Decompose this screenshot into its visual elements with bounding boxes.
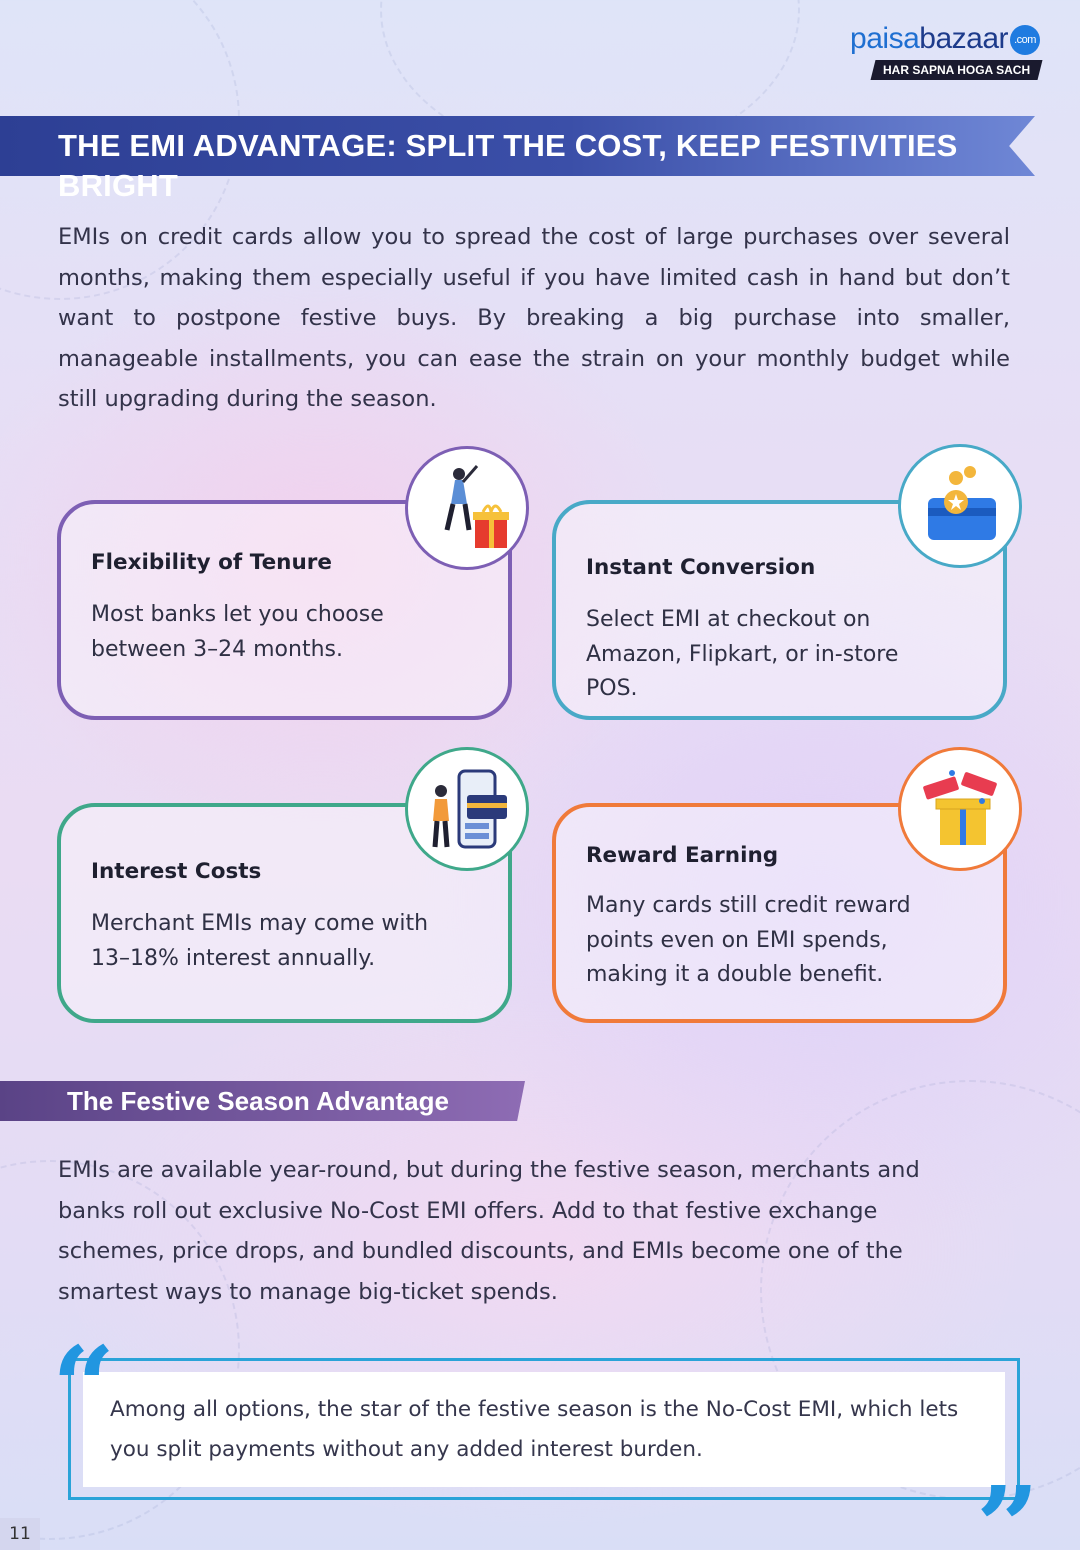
card-body: Select EMI at checkout on Amazon, Flipkart, or in-store POS.: [586, 607, 899, 701]
dotted-line: [616, 717, 943, 720]
dotted-line: [111, 803, 398, 806]
dotted-line: [111, 500, 398, 503]
dotted-line: [121, 1020, 448, 1023]
card-title: Reward Earning: [586, 843, 779, 868]
card-body: Most banks let you choose between 3–24 months.: [91, 602, 384, 662]
card-interest-costs: [57, 803, 512, 1023]
logo-wordmark: [840, 22, 1040, 56]
festive-paragraph: EMIs are available year-round, but during the festive season, merchants and banks roll out exclusive No-Cost EMI offers. Add to that festive exchange schemes, price drops, and bundled discounts, and EMIs become one of the smartest ways to manage big-ticket spends.: [58, 1157, 920, 1305]
section-heading: The Festive Season Advantage: [67, 1086, 449, 1116]
logo-tagline: [870, 60, 1042, 80]
quote-text: Among all options, the star of the festive season is the No-Cost EMI, which lets you split payments without any added interest burden.: [110, 1397, 959, 1462]
card-title: Interest Costs: [91, 859, 262, 884]
dotted-line: [121, 717, 448, 720]
page-title: THE EMI ADVANTAGE: SPLIT THE COST, KEEP FESTIVITIES BRIGHT: [58, 128, 958, 203]
page-number: 11: [0, 1518, 40, 1550]
close-quote-icon: ”: [976, 1462, 1040, 1550]
credit-card-coins-icon: [898, 444, 1022, 568]
phone-payment-person-icon: [405, 747, 529, 871]
logo-paisa: paisa: [850, 22, 920, 55]
card-body: Many cards still credit reward points even on EMI spends, making it a double benefit.: [586, 893, 911, 987]
logo-bazaar: bazaar: [919, 22, 1008, 55]
paisabazaar-logo: [840, 22, 1040, 80]
celebrating-woman-gift-icon: [405, 446, 529, 570]
dotted-line: [606, 803, 893, 806]
card-flexibility-of-tenure: [57, 500, 512, 720]
dotted-line: [606, 500, 893, 503]
logo-tagline-text: HAR SAPNA HOGA SACH: [882, 63, 1030, 77]
card-title: Instant Conversion: [586, 555, 816, 580]
gift-box-tickets-icon: [898, 747, 1022, 871]
card-body: Merchant EMIs may come with 13–18% interest annually.: [91, 911, 429, 971]
intro-paragraph: EMIs on credit cards allow you to spread the cost of large purchases over several months, making them especially useful if you have limited cash in hand but don’t want to postpone festive buys. By breaking a big purchase into smaller, manageable installments, you can ease the strain on your monthly budget while still upgrading during the season.: [58, 224, 1010, 412]
card-reward-earning: [552, 803, 1007, 1023]
card-title: Flexibility of Tenure: [91, 550, 332, 575]
logo-com-badge: .com: [1010, 25, 1040, 55]
dotted-line: [616, 1020, 943, 1023]
open-quote-icon: “: [52, 1322, 116, 1451]
card-instant-conversion: [552, 500, 1007, 720]
